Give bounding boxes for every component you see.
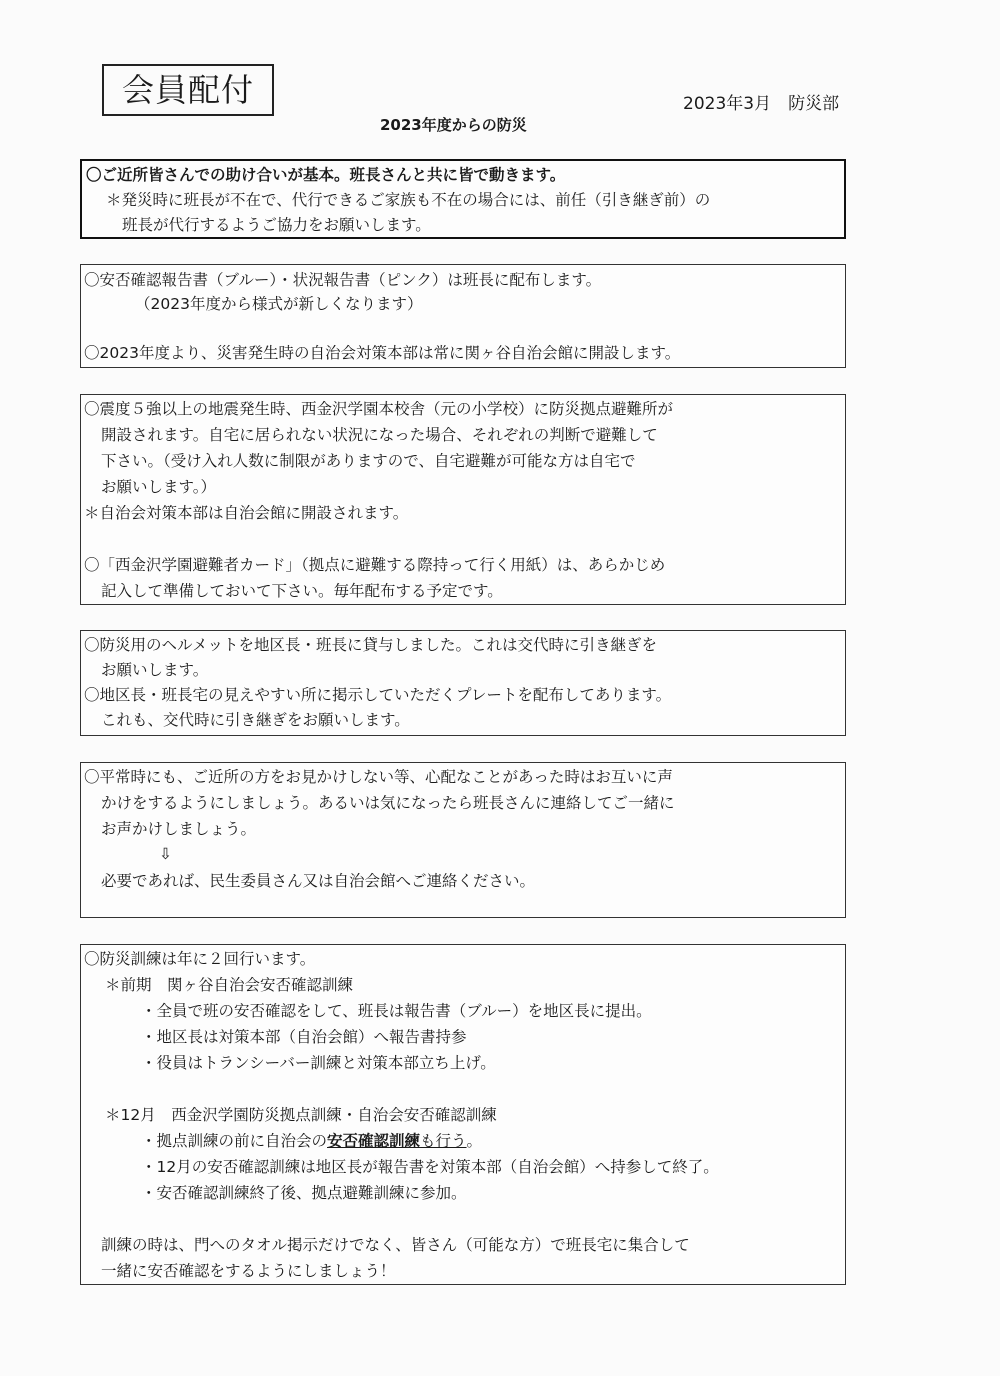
- section-line: 一緒に安否確認をするようにしましょう！: [101, 1262, 396, 1280]
- section-evacuation: [80, 394, 846, 605]
- section-line: 〇平常時にも、ご近所の方をお見かけしない等、心配なことがあった時はお互いに声: [84, 768, 673, 786]
- section-line: お願いします。）: [101, 478, 217, 496]
- section-line: ・12月の安否確認訓練は地区長が報告書を対策本部（自治会館）へ持参して終了。: [141, 1158, 719, 1176]
- line-text: ・拠点訓練の前に自治会の: [141, 1132, 328, 1150]
- section-line: ＊発災時に班長が不在で、代行できるご家族も不在の場合には、前任（引き継ぎ前）の: [106, 191, 711, 209]
- distribution-badge: 会員配付: [102, 64, 274, 116]
- section-line: 班長が代行するようご協力をお願いします。: [122, 216, 431, 234]
- section-line: ＊自治会対策本部は自治会館に開設されます。: [84, 504, 409, 522]
- section-report-forms: [80, 264, 846, 368]
- section-line: （2023年度から様式が新しくなります）: [135, 295, 423, 313]
- section-helmets-plates: [80, 630, 846, 736]
- section-line: 〇2023年度より、災害発生時の自治会対策本部は常に関ヶ谷自治会館に開設します。: [84, 344, 681, 362]
- section-neighborhood-watch: [80, 762, 846, 918]
- section-line: 〇防災用のヘルメットを地区長・班長に貸与しました。これは交代時に引き継ぎを: [84, 636, 658, 654]
- section-line: 〇震度５強以上の地震発生時、西金沢学園本校舎（元の小学校）に防災拠点避難所が: [84, 400, 674, 418]
- section-line: 記入して準備しておいて下さい。毎年配布する予定です。: [101, 582, 503, 600]
- section-line: かけをするようにしましょう。あるいは気になったら班長さんに連絡してご一緒に: [101, 794, 675, 812]
- section-line: 〇安否確認報告書（ブルー）・状況報告書（ピンク）は班長に配布します。: [84, 271, 602, 289]
- section-line: 開設されます。自宅に居られない状況になった場合、それぞれの判断で避難して: [101, 426, 658, 444]
- section-line: 訓練の時は、門へのタオル掲示だけでなく、皆さん（可能な方）で班長宅に集合して: [101, 1236, 690, 1254]
- section-line: 〇ご近所皆さんでの助け合いが基本。班長さんと共に皆で動きます。: [86, 166, 566, 184]
- page-title: 2023年度からの防災: [380, 116, 527, 134]
- section-line: 〇「西金沢学園避難者カード」（拠点に避難する際持って行く用紙）は、あらかじめ: [84, 556, 666, 574]
- section-line: お声かけしましょう。: [101, 820, 257, 838]
- section-line: これも、交代時に引き継ぎをお願いします。: [101, 711, 410, 729]
- section-line: [141, 1130, 482, 1152]
- section-mutual-aid: [80, 159, 846, 239]
- down-arrow-icon: ⇩: [159, 845, 172, 863]
- underlined-text: も行う: [420, 1132, 467, 1150]
- section-line: ＊12月 西金沢学園防災拠点訓練・自治会安否確認訓練: [105, 1106, 497, 1124]
- section-line: ＊前期 関ヶ谷自治会安否確認訓練: [105, 976, 354, 994]
- section-line: 〇防災訓練は年に２回行います。: [84, 950, 316, 968]
- line-text: 。: [466, 1132, 483, 1150]
- section-line: 必要であれば、民生委員さん又は自治会館へご連絡ください。: [101, 872, 536, 890]
- date-department: 2023年3月 防災部: [683, 94, 840, 114]
- underlined-emphasis: 安否確認訓練: [327, 1132, 421, 1150]
- section-line: ・役員はトランシーバー訓練と対策本部立ち上げ。: [141, 1054, 496, 1072]
- section-line: 〇地区長・班長宅の見えやすい所に掲示していただくプレートを配布してあります。: [84, 686, 672, 704]
- section-line: お願いします。: [101, 661, 209, 679]
- section-line: ・全員で班の安否確認をして、班長は報告書（ブルー）を地区長に提出。: [141, 1002, 652, 1020]
- section-line: ・地区長は対策本部（自治会館）へ報告書持参: [141, 1028, 467, 1046]
- section-drills: [80, 944, 846, 1285]
- section-line: ・安否確認訓練終了後、拠点避難訓練に参加。: [141, 1184, 467, 1202]
- section-line: 下さい。（受け入れ人数に制限がありますので、自宅避難が可能な方は自宅で: [101, 452, 636, 470]
